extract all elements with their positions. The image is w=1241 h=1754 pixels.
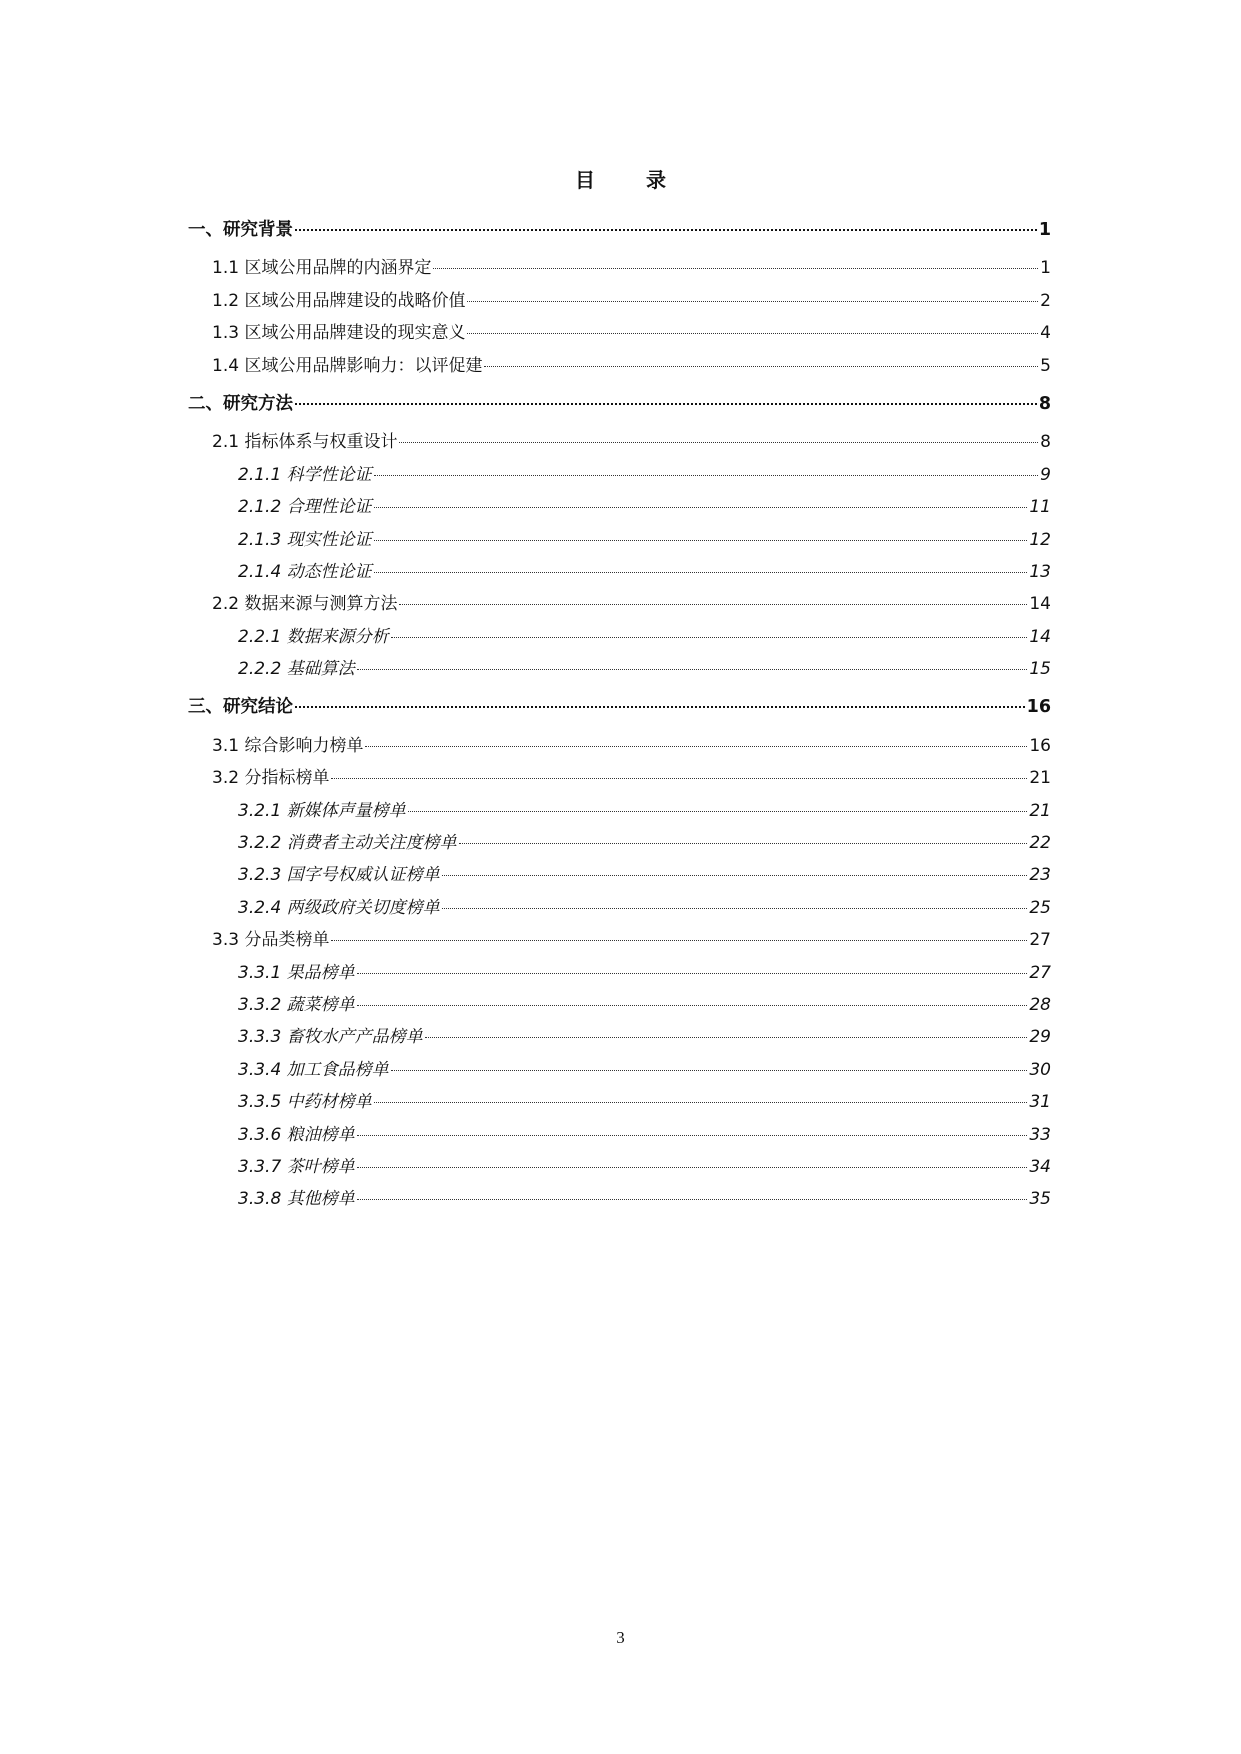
toc-entry-label: 3.3.8 其他榜单 <box>238 1189 355 1210</box>
toc-entry-label: 2.1.3 现实性论证 <box>238 529 372 550</box>
toc-entry-page: 25 <box>1029 897 1051 918</box>
table-of-contents <box>188 208 1051 1216</box>
dot-leader <box>357 1135 1028 1136</box>
toc-entry[interactable] <box>188 762 1051 794</box>
dot-leader <box>467 301 1038 302</box>
dot-leader <box>295 229 1037 231</box>
toc-entry-label: 3.3.7 茶叶榜单 <box>238 1156 355 1177</box>
dot-leader <box>399 604 1027 605</box>
toc-entry-page: 27 <box>1029 930 1051 951</box>
dot-leader <box>357 1005 1028 1006</box>
toc-entry[interactable] <box>188 1183 1051 1215</box>
dot-leader <box>357 669 1028 670</box>
toc-entry-page: 1 <box>1038 220 1051 240</box>
toc-entry-label: 3.3.5 中药材榜单 <box>238 1092 372 1113</box>
toc-entry-page: 1 <box>1040 258 1051 279</box>
toc-entry-page: 2 <box>1040 290 1051 311</box>
toc-entry-label: 3.3.1 果品榜单 <box>238 962 355 983</box>
toc-entry[interactable] <box>188 957 1051 989</box>
toc-entry[interactable] <box>188 989 1051 1021</box>
toc-entry-label: 2.1 指标体系与权重设计 <box>212 432 398 453</box>
toc-entry[interactable] <box>188 491 1051 523</box>
dot-leader <box>374 572 1028 573</box>
toc-entry[interactable] <box>188 556 1051 588</box>
toc-entry[interactable] <box>188 1021 1051 1053</box>
toc-entry-label: 3.3.4 加工食品榜单 <box>238 1059 389 1080</box>
dot-leader <box>442 908 1028 909</box>
toc-entry-page: 12 <box>1029 529 1051 550</box>
toc-entry-page: 23 <box>1029 865 1051 886</box>
toc-entry-label: 1.1 区域公用品牌的内涵界定 <box>212 258 432 279</box>
toc-entry-page: 34 <box>1029 1156 1051 1177</box>
toc-entry[interactable] <box>188 524 1051 556</box>
dot-leader <box>357 1199 1028 1200</box>
toc-entry-page: 30 <box>1029 1059 1051 1080</box>
dot-leader <box>391 1070 1028 1071</box>
page-number: 3 <box>616 1628 625 1647</box>
toc-entry-label: 3.2.3 国字号权威认证榜单 <box>238 865 440 886</box>
dot-leader <box>433 268 1038 269</box>
toc-entry[interactable] <box>188 730 1051 762</box>
toc-entry[interactable] <box>188 1151 1051 1183</box>
toc-entry[interactable] <box>188 214 1051 246</box>
toc-entry-label: 1.3 区域公用品牌建设的现实意义 <box>212 323 466 344</box>
dot-leader <box>408 811 1028 812</box>
toc-entry[interactable] <box>188 827 1051 859</box>
toc-entry-page: 27 <box>1029 962 1051 983</box>
toc-entry-page: 35 <box>1029 1189 1051 1210</box>
dot-leader <box>374 1102 1028 1103</box>
toc-entry[interactable] <box>188 317 1051 349</box>
dot-leader <box>374 475 1039 476</box>
toc-entry-page: 28 <box>1029 994 1051 1015</box>
toc-entry-label: 2.2.2 基础算法 <box>238 659 355 680</box>
toc-entry-page: 14 <box>1029 594 1051 615</box>
toc-entry-label: 3.2.4 两级政府关切度榜单 <box>238 897 440 918</box>
toc-entry[interactable] <box>188 892 1051 924</box>
toc-entry-page: 22 <box>1029 833 1051 854</box>
toc-entry-label: 二、研究方法 <box>188 393 293 414</box>
dot-leader <box>442 875 1028 876</box>
toc-entry-label: 三、研究结论 <box>188 697 293 718</box>
toc-entry-label: 3.3.6 粮油榜单 <box>238 1124 355 1145</box>
toc-entry[interactable] <box>188 426 1051 458</box>
toc-entry-label: 3.3.2 蔬菜榜单 <box>238 994 355 1015</box>
toc-entry-label: 一、研究背景 <box>188 220 293 240</box>
toc-entry[interactable] <box>188 795 1051 827</box>
toc-entry-label: 2.1.4 动态性论证 <box>238 561 372 582</box>
toc-entry-page: 8 <box>1040 432 1051 453</box>
toc-entry[interactable] <box>188 1119 1051 1151</box>
dot-leader <box>295 403 1037 405</box>
toc-entry-page: 11 <box>1029 497 1051 518</box>
dot-leader <box>391 637 1028 638</box>
toc-title: 目 录 <box>575 168 688 192</box>
toc-entry-label: 3.2.1 新媒体声量榜单 <box>238 800 406 821</box>
toc-entry[interactable] <box>188 588 1051 620</box>
toc-entry-page: 9 <box>1040 464 1051 485</box>
toc-entry-page: 29 <box>1029 1027 1051 1048</box>
dot-leader <box>365 746 1027 747</box>
toc-entry[interactable] <box>188 1086 1051 1118</box>
dot-leader <box>331 778 1027 779</box>
toc-entry-label: 2.2 数据来源与测算方法 <box>212 594 398 615</box>
toc-entry-page: 8 <box>1038 393 1051 414</box>
toc-entry-page: 16 <box>1029 735 1051 756</box>
toc-entry-page: 5 <box>1040 355 1051 376</box>
toc-entry-label: 3.3.3 畜牧水产产品榜单 <box>238 1027 423 1048</box>
toc-entry-label: 3.1 综合影响力榜单 <box>212 735 364 756</box>
dot-leader <box>295 706 1025 708</box>
toc-entry[interactable] <box>188 350 1051 382</box>
toc-entry[interactable] <box>188 924 1051 956</box>
toc-entry[interactable] <box>188 621 1051 653</box>
toc-entry-label: 1.2 区域公用品牌建设的战略价值 <box>212 290 466 311</box>
toc-entry[interactable] <box>188 459 1051 491</box>
dot-leader <box>467 333 1038 334</box>
dot-leader <box>484 366 1038 367</box>
toc-entry-page: 21 <box>1029 800 1051 821</box>
toc-entry-label: 1.4 区域公用品牌影响力：以评促建 <box>212 355 483 376</box>
toc-entry-label: 3.2.2 消费者主动关注度榜单 <box>238 833 457 854</box>
toc-entry[interactable] <box>188 252 1051 284</box>
toc-entry-page: 13 <box>1029 561 1051 582</box>
toc-entry[interactable] <box>188 1054 1051 1086</box>
toc-entry[interactable] <box>188 653 1051 685</box>
toc-entry-page: 15 <box>1029 659 1051 680</box>
toc-entry[interactable] <box>188 859 1051 891</box>
toc-entry-label: 2.1.2 合理性论证 <box>238 497 372 518</box>
dot-leader <box>357 1167 1028 1168</box>
dot-leader <box>425 1037 1028 1038</box>
toc-entry-label: 2.1.1 科学性论证 <box>238 464 372 485</box>
dot-leader <box>459 843 1028 844</box>
toc-entry-label: 3.2 分指标榜单 <box>212 768 330 789</box>
toc-entry[interactable] <box>188 285 1051 317</box>
dot-leader <box>357 973 1028 974</box>
dot-leader <box>374 540 1028 541</box>
toc-entry-label: 3.3 分品类榜单 <box>212 930 330 951</box>
toc-entry[interactable] <box>188 388 1051 420</box>
toc-entry-page: 33 <box>1029 1124 1051 1145</box>
toc-entry-page: 31 <box>1029 1092 1051 1113</box>
toc-entry-page: 21 <box>1029 768 1051 789</box>
dot-leader <box>374 507 1028 508</box>
toc-entry-page: 14 <box>1029 626 1051 647</box>
toc-entry-label: 2.2.1 数据来源分析 <box>238 626 389 647</box>
toc-entry-page: 16 <box>1026 697 1051 718</box>
toc-entry[interactable] <box>188 691 1051 723</box>
dot-leader <box>399 442 1038 443</box>
toc-entry-page: 4 <box>1040 323 1051 344</box>
dot-leader <box>331 940 1027 941</box>
